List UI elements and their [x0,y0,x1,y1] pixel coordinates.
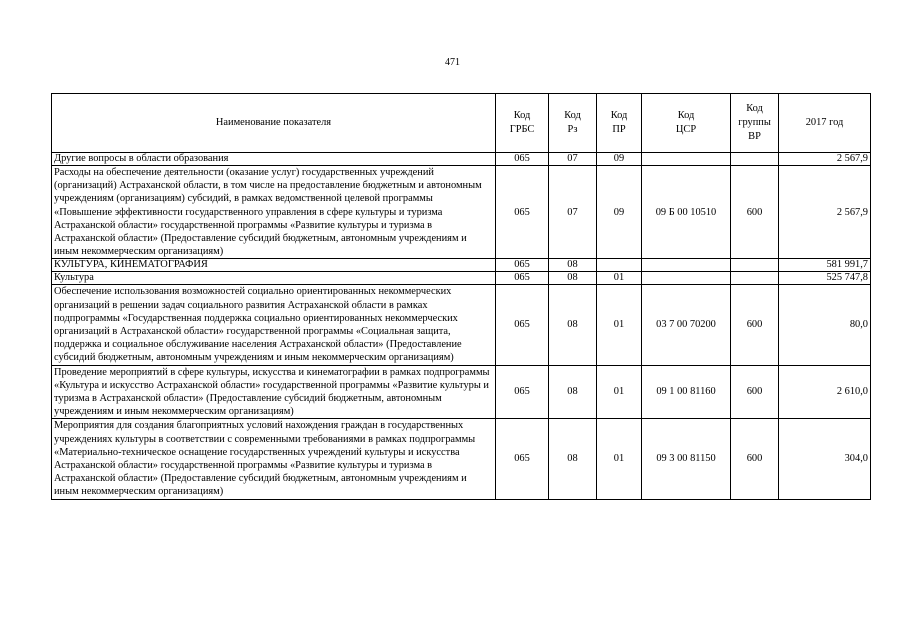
row-csr: 09 3 00 81150 [642,419,731,499]
row-pr [597,259,642,272]
row-csr: 09 Б 00 10510 [642,166,731,259]
header-pr [597,94,642,153]
header-pr-line2: ПР [612,124,626,135]
row-name: Расходы на обеспечение деятельности (оказание услуг) государственных учреждений (организаций) Астраханской области, в том числе на предоставление бюджетным и автономным учреждениям (организациям) субсидий, в рамках ведомственной целевой программы «Повышение эффективности государственного управления в сфере культуры и туризма Астраханской области» государственной программы «Развитие культуры и туризма в Астраханской области» (Предоставление субсидий бюджетным, автономным учреждениям и иным некоммерческим организациям) [52,166,496,259]
row-vr: 600 [731,285,779,365]
row-pr: 01 [597,285,642,365]
row-amount: 2 567,9 [779,153,871,166]
row-name: Мероприятия для создания благоприятных условий нахождения граждан в государственных учреждениях культуры в соответствии с современными требованиями в рамках подпрограммы «Материально-техническое оснащение государственных учреждений культуры и искусства Астраханской области» государственной программы «Развитие культуры и туризма в Астраханской области» (Предоставление субсидий бюджетным, автономным учреждениям и иным некоммерческим организациям) [52,419,496,499]
row-pr: 09 [597,166,642,259]
row-amount: 2 610,0 [779,365,871,419]
header-year: 2017 год [779,94,871,153]
row-name: Культура [52,272,496,285]
row-pr: 01 [597,365,642,419]
table-row [52,166,871,259]
table-row [52,419,871,499]
table-row [52,365,871,419]
row-rz: 08 [549,365,597,419]
table-row [52,153,871,166]
row-name: КУЛЬТУРА, КИНЕМАТОГРАФИЯ [52,259,496,272]
row-pr: 01 [597,272,642,285]
row-rz: 08 [549,419,597,499]
header-rz-line2: Рз [567,124,578,135]
row-csr [642,259,731,272]
table-header-row [52,94,871,153]
row-vr [731,259,779,272]
row-name: Другие вопросы в области образования [52,153,496,166]
header-csr-line1: Код [677,110,695,121]
row-rz: 08 [549,272,597,285]
header-grbs [496,94,549,153]
table-row [52,272,871,285]
row-name: Проведение мероприятий в сфере культуры, искусства и кинематографии в рамках подпрограммы «Культура и искусство Астраханской области» государственной программы «Развитие культуры и туризма в Астраханской области» (Предоставление субсидий бюджетным, автономным учреждениям и иным некоммерческим организациям) [52,365,496,419]
row-grbs: 065 [496,259,549,272]
header-vr [731,94,779,153]
row-grbs: 065 [496,365,549,419]
page-number: 471 [445,57,460,68]
header-vr-line2: группы [738,117,771,128]
row-rz: 08 [549,259,597,272]
budget-table [51,93,871,500]
row-amount: 2 567,9 [779,166,871,259]
row-csr [642,272,731,285]
row-rz: 07 [549,166,597,259]
row-rz: 08 [549,285,597,365]
row-vr: 600 [731,365,779,419]
header-vr-line1: Код [746,103,763,114]
row-pr: 09 [597,153,642,166]
row-amount: 304,0 [779,419,871,499]
row-grbs: 065 [496,285,549,365]
row-grbs: 065 [496,166,549,259]
row-amount: 525 747,8 [779,272,871,285]
row-amount: 80,0 [779,285,871,365]
header-csr [642,94,731,153]
row-name: Обеспечение использования возможностей социально ориентированных некоммерческих организаций в решении задач социального развития Астраханской области в рамках подпрограммы «Государственная поддержка социально ориентированных некоммерческих организаций в Астраханской области» государственной программы «Социальная защита, поддержка и социальное обслуживание населения Астраханской области» (Предоставление субсидий бюджетным, автономным учреждениям и иным некоммерческим организациям) [52,285,496,365]
header-name: Наименование показателя [52,94,496,153]
header-rz-line1: Код [564,110,581,121]
header-grbs-line2: ГРБС [509,124,535,135]
row-grbs: 065 [496,153,549,166]
header-vr-line3: ВР [748,131,761,142]
table-row [52,285,871,365]
row-vr: 600 [731,166,779,259]
row-rz: 07 [549,153,597,166]
row-vr [731,272,779,285]
row-csr [642,153,731,166]
header-pr-line1: Код [610,110,628,121]
table-row [52,259,871,272]
row-csr: 09 1 00 81160 [642,365,731,419]
row-vr [731,153,779,166]
row-grbs: 065 [496,272,549,285]
header-grbs-line1: Код [513,110,531,121]
header-rz [549,94,597,153]
header-csr-line2: ЦСР [675,124,697,135]
row-pr: 01 [597,419,642,499]
row-vr: 600 [731,419,779,499]
row-grbs: 065 [496,419,549,499]
row-amount: 581 991,7 [779,259,871,272]
row-csr: 03 7 00 70200 [642,285,731,365]
